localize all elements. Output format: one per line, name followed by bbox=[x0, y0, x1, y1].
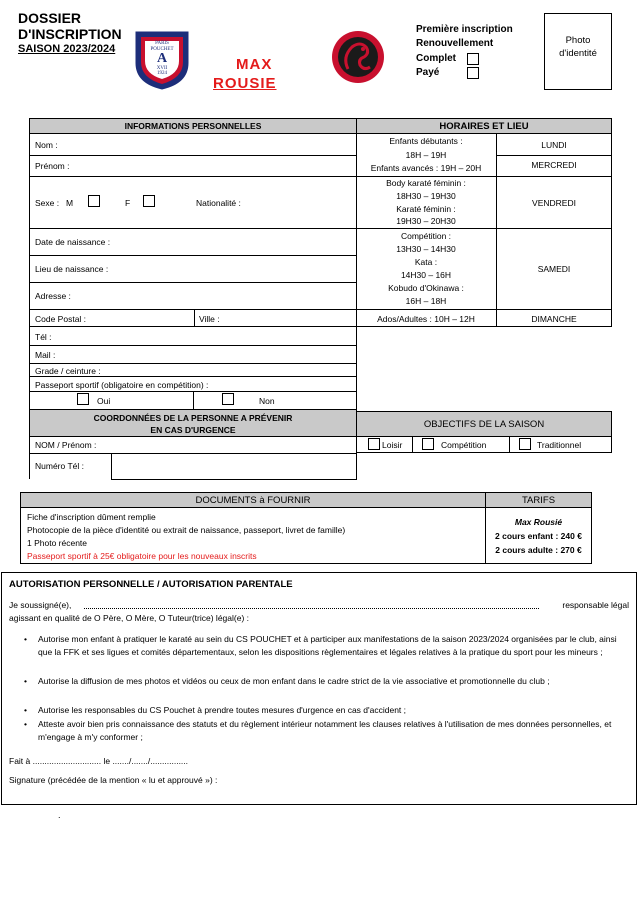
schedule-row3-line3: Kata : bbox=[414, 257, 438, 267]
complet-checkbox[interactable] bbox=[467, 53, 479, 65]
intro-end: responsable légal bbox=[560, 600, 629, 610]
day-vendredi: VENDREDI bbox=[532, 198, 576, 208]
emergency-heading-line1: COORDONNÉES DE LA PERSONNE A PRÉVENIR bbox=[93, 413, 293, 423]
footer-dot: . bbox=[58, 810, 61, 820]
passeport-non-checkbox[interactable] bbox=[222, 393, 234, 405]
code-postal-label: Code Postal : bbox=[35, 314, 87, 324]
tarif-adulte: 2 cours adulte : 270 € bbox=[495, 545, 582, 555]
objectives-header bbox=[356, 411, 612, 437]
sexe-f-checkbox[interactable] bbox=[143, 195, 155, 207]
title-line1: DOSSIER bbox=[18, 10, 82, 26]
authorization-bullet-4: • Atteste avoir bien pris connaissance des statuts et du règlement intérieur notamment les clauses relatives à l'utilisation de mes données personnelles, et m'engage à m'y conformer ; bbox=[24, 718, 629, 743]
passeport-non-label: Non bbox=[259, 396, 275, 406]
nationalite-label: Nationalité : bbox=[196, 198, 241, 208]
emergency-nom-label: NOM / Prénom : bbox=[35, 440, 97, 450]
intro-dotted-line[interactable] bbox=[84, 608, 539, 609]
document-item-2: Photocopie de la pièce d'identité ou extrait de naissance, passeport, livret de famille) bbox=[27, 525, 346, 535]
authorization-bullet-3: • Autorise les responsables du CS Pouchet à prendre toutes mesures d'urgence en cas d'accident ; bbox=[24, 704, 629, 717]
authorization-heading: AUTORISATION PERSONNELLE / AUTORISATION PARENTALE bbox=[9, 579, 293, 590]
personal-info-header bbox=[29, 118, 357, 134]
tarifs-body bbox=[485, 507, 592, 564]
schedule-row2-line1: Body karaté féminin : bbox=[386, 178, 466, 188]
authorization-intro-line2: agissant en qualité de O Père, O Mère, O Tuteur(trice) légal(e) : bbox=[9, 613, 249, 623]
objective-competition-checkbox[interactable] bbox=[422, 438, 434, 450]
objectives-heading: OBJECTIFS DE LA SAISON bbox=[423, 419, 545, 430]
signature-line[interactable]: Signature (précédée de la mention « lu et approuvé ») : bbox=[9, 775, 218, 785]
schedule-header bbox=[356, 118, 612, 134]
schedule-row2-line4: 19H30 – 20H30 bbox=[396, 216, 456, 226]
prenom-label: Prénom : bbox=[35, 161, 70, 171]
status-complet: Complet bbox=[416, 53, 456, 64]
schedule-heading: HORAIRES ET LIEU bbox=[439, 121, 529, 132]
coach-name-line2: ROUSIE bbox=[213, 75, 277, 92]
schedule-row3-line6: 16H – 18H bbox=[405, 296, 447, 306]
grade-label: Grade / ceinture : bbox=[35, 366, 101, 376]
day-dimanche: DIMANCHE bbox=[531, 314, 577, 324]
documents-header bbox=[20, 492, 486, 508]
schedule-row2-line2: 18H30 – 19H30 bbox=[396, 191, 456, 201]
document-item-3: 1 Photo récente bbox=[27, 538, 88, 548]
adresse-label: Adresse : bbox=[35, 291, 71, 301]
lieu-naissance-label: Lieu de naissance : bbox=[35, 264, 109, 274]
schedule-row3-line2: 13H30 – 14H30 bbox=[396, 244, 456, 254]
passeport-oui-checkbox[interactable] bbox=[77, 393, 89, 405]
title-line2: D'INSCRIPTION bbox=[18, 26, 122, 42]
schedule-row1-line2: 18H – 19H bbox=[405, 150, 447, 160]
club-logo-text-district: XVII bbox=[156, 66, 168, 71]
authorization-bullet-2: • Autorise la diffusion de mes photos et vidéos ou ceux de mon enfant dans le cadre strict de la vie associative et promotionnelle du club ; bbox=[24, 675, 629, 688]
bullet-1-text: Autorise mon enfant à pratiquer le karaté au sein du CS POUCHET et à participer aux manifestations de la saison 2023/2024 organisées par le club, ainsi que la FFK et ses ligues et comités départementaux, selon les dispositions règlementaires et légales relatives à la pratique du sport pour les mineurs ; bbox=[38, 634, 617, 657]
club-logo-text-year: 1924 bbox=[157, 71, 167, 76]
fait-a-line[interactable]: Fait à ............................. le ......./......./................ bbox=[9, 756, 189, 766]
club-logo-text-name: POUCHET bbox=[150, 47, 174, 52]
ville-label: Ville : bbox=[199, 314, 220, 324]
bullet-3-text: Autorise les responsables du CS Pouchet à prendre toutes mesures d'urgence en cas d'accident ; bbox=[38, 705, 407, 715]
club-logo bbox=[133, 29, 191, 91]
objective-competition-label: Compétition bbox=[441, 440, 487, 450]
sexe-label: Sexe : bbox=[35, 198, 60, 208]
documents-heading: DOCUMENTS à FOURNIR bbox=[195, 495, 311, 506]
nom-label: Nom : bbox=[35, 140, 58, 150]
bullet-4-text: Atteste avoir bien pris connaissance des statuts et du règlement intérieur notamment les clauses relatives à l'utilisation de mes données personnelles, et m'engage à m'y conformer ; bbox=[38, 719, 612, 742]
schedule-row1-line1: Enfants débutants : bbox=[389, 136, 463, 146]
photo-box[interactable] bbox=[544, 13, 612, 90]
authorization-bullet-1: • Autorise mon enfant à pratiquer le karaté au sein du CS POUCHET et à participer aux manifestations de la saison 2023/2024 organisées par le club, ainsi que la FFK et ses ligues et comités départementaux, selon les dispositions règlementaires et légales relatives à la pratique du sport pour les mineurs ; bbox=[24, 633, 629, 658]
objective-loisir-label: Loisir bbox=[382, 440, 403, 450]
objective-traditionnel-label: Traditionnel bbox=[537, 440, 582, 450]
paye-checkbox[interactable] bbox=[467, 67, 479, 79]
day-samedi: SAMEDI bbox=[537, 264, 571, 274]
photo-label: Photo d'identité bbox=[559, 35, 597, 59]
tel-label: Tél : bbox=[35, 332, 52, 342]
tarifs-heading: TARIFS bbox=[521, 495, 556, 506]
schedule-row1-line3: Enfants avancés : 19H – 20H bbox=[370, 163, 482, 173]
personal-info-heading: INFORMATIONS PERSONNELLES bbox=[124, 121, 262, 131]
sexe-m-label: M bbox=[66, 198, 74, 208]
passeport-label: Passeport sportif (obligatoire en compétition) : bbox=[35, 380, 209, 390]
intro-start: Je soussigné(e), bbox=[9, 600, 74, 610]
authorization-intro-line1 bbox=[9, 600, 629, 612]
personal-info-table bbox=[29, 133, 357, 327]
date-naissance-label: Date de naissance : bbox=[35, 237, 111, 247]
schedule-row4-line1: Ados/Adultes : 10H – 12H bbox=[377, 314, 475, 324]
day-lundi: LUNDI bbox=[541, 140, 567, 150]
mail-label: Mail : bbox=[35, 350, 56, 360]
document-warning: Passeport sportif à 25€ obligatoire pour les nouveaux inscrits bbox=[27, 551, 257, 561]
coach-name-line1: MAX bbox=[236, 56, 273, 73]
emergency-header bbox=[29, 409, 357, 437]
objective-traditionnel-checkbox[interactable] bbox=[519, 438, 531, 450]
status-premiere-inscription: Première inscription bbox=[416, 24, 513, 35]
status-paye: Payé bbox=[416, 67, 440, 78]
schedule-row3-line4: 14H30 – 16H bbox=[400, 270, 452, 280]
club-logo-text-top: PARIS bbox=[155, 41, 169, 46]
schedule-row3-line1: Compétition : bbox=[400, 231, 452, 241]
document-item-1: Fiche d'inscription dûment remplie bbox=[27, 512, 156, 522]
documents-body bbox=[20, 507, 486, 564]
sexe-f-label: F bbox=[125, 198, 131, 208]
tarif-enfant: 2 cours enfant : 240 € bbox=[495, 531, 582, 541]
status-renouvellement: Renouvellement bbox=[416, 38, 494, 49]
season-label: SAISON 2023/2024 bbox=[18, 43, 116, 55]
tarifs-header bbox=[485, 492, 592, 508]
schedule-row3-line5: Kobudo d'Okinawa : bbox=[388, 283, 464, 293]
dragon-emblem bbox=[330, 29, 386, 85]
emergency-heading-line2: EN CAS D'URGENCE bbox=[150, 425, 236, 435]
authorization-section bbox=[1, 572, 637, 805]
emergency-tel-label: Numéro Tél : bbox=[35, 461, 84, 471]
tarifs-coach-name: Max Rousié bbox=[514, 517, 563, 527]
sexe-m-checkbox[interactable] bbox=[88, 195, 100, 207]
day-mercredi: MERCREDI bbox=[531, 160, 577, 170]
bullet-2-text: Autorise la diffusion de mes photos et vidéos ou ceux de mon enfant dans le cadre strict de la vie associative et promotionnelle du club ; bbox=[38, 676, 550, 686]
passeport-oui-label: Oui bbox=[97, 396, 111, 406]
objective-loisir-checkbox[interactable] bbox=[368, 438, 380, 450]
club-logo-letter: A bbox=[156, 51, 168, 66]
schedule-row2-line3: Karaté féminin : bbox=[396, 204, 456, 214]
